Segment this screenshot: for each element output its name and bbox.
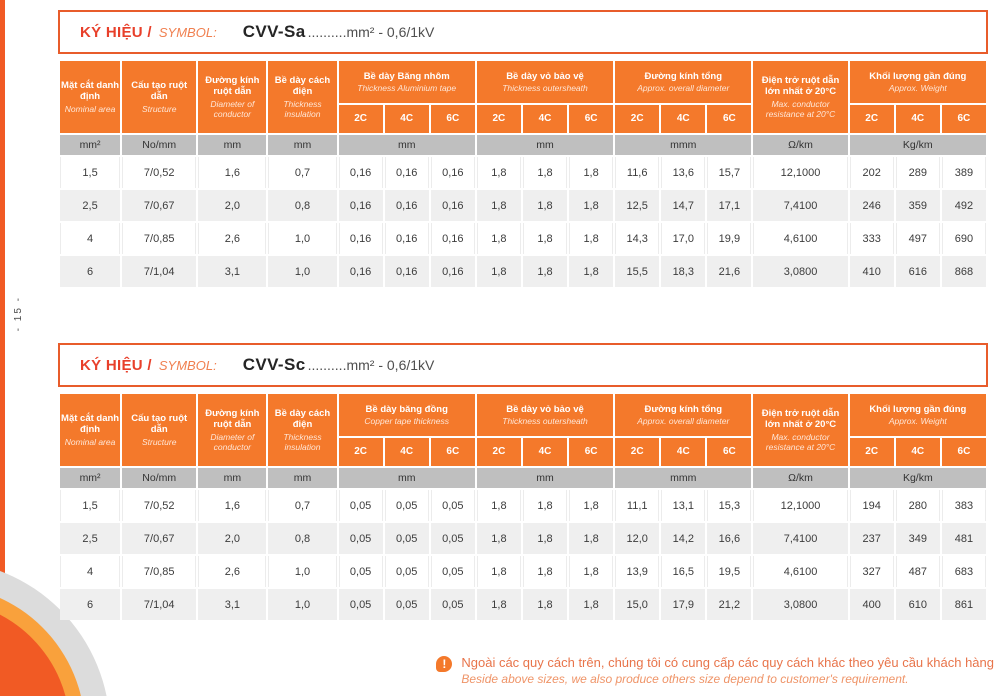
table-cell: 383 (942, 490, 986, 521)
core-header-2c: 2C (615, 438, 659, 466)
core-header-2c: 2C (339, 438, 383, 466)
table-cell: 21,6 (707, 256, 751, 287)
col-header-overall: Đường kính tổng Approx. overall diameter (615, 394, 751, 436)
table-cell: 1,0 (268, 223, 336, 254)
table-cell: 0,05 (385, 490, 429, 521)
table-cell: 1,8 (523, 523, 567, 554)
unit-tape: mm (339, 468, 475, 488)
symbol-header-cvv-sa (58, 10, 988, 54)
table-cell: 1,8 (523, 190, 567, 221)
table-cell: 1,8 (523, 157, 567, 188)
col-header-tape: Bề dày Băng nhôm Thickness Aluminium tape (339, 61, 475, 103)
table-cell: 13,9 (615, 556, 659, 587)
table-cell: 1,8 (523, 223, 567, 254)
table-cell: 7/1,04 (122, 256, 196, 287)
table-cell: 7/0,67 (122, 190, 196, 221)
page-content (58, 10, 988, 676)
table-cell: 0,05 (339, 589, 383, 620)
table-cell: 18,3 (661, 256, 705, 287)
table-cell: 15,5 (615, 256, 659, 287)
table-row (60, 256, 986, 287)
table-cell: 4 (60, 223, 120, 254)
table-cell: 3,0800 (753, 256, 847, 287)
unit-diameter: mm (198, 135, 266, 155)
table-cell: 4,6100 (753, 223, 847, 254)
table-cell: 861 (942, 589, 986, 620)
table-cell: 0,8 (268, 523, 336, 554)
table-cell: 359 (896, 190, 940, 221)
table-cell: 400 (850, 589, 894, 620)
table-cell: 1,8 (477, 190, 521, 221)
table-cell: 1,8 (477, 256, 521, 287)
table-cell: 1,8 (569, 556, 613, 587)
table-row (60, 556, 986, 587)
table-cell: 0,16 (339, 256, 383, 287)
page-number: - 15 - (13, 296, 24, 332)
table-cell: 0,16 (431, 190, 475, 221)
table-cell: 1,8 (569, 223, 613, 254)
unit-insulation: mm (268, 468, 336, 488)
table-cell: 15,3 (707, 490, 751, 521)
table-cell: 4,6100 (753, 556, 847, 587)
table-body (60, 490, 986, 620)
unit-insulation: mm (268, 135, 336, 155)
table-cell: 6 (60, 589, 120, 620)
core-header-4c: 4C (385, 105, 429, 133)
col-header-area: Mặt cắt danh định Nominal area (60, 61, 120, 133)
unit-area: mm² (60, 468, 120, 488)
unit-overall: mmm (615, 135, 751, 155)
unit-resistance: Ω/km (753, 135, 847, 155)
table-cell: 1,8 (477, 589, 521, 620)
col-header-insulation: Bề dày cách điện Thickness insulation (268, 394, 336, 466)
table-cell: 1,0 (268, 589, 336, 620)
cable-spec: ..........mm² - 0,6/1kV (307, 24, 435, 40)
table-cell: 0,05 (339, 523, 383, 554)
table-cell: 1,8 (477, 523, 521, 554)
symbol-header-cvv-sc (58, 343, 988, 387)
core-header-6c: 6C (707, 105, 751, 133)
table-cell: 16,6 (707, 523, 751, 554)
core-header-6c: 6C (569, 105, 613, 133)
table-cell: 7/0,85 (122, 223, 196, 254)
table-cell: 2,5 (60, 190, 120, 221)
symbol-label-vi: KÝ HIỆU / (80, 23, 152, 41)
table-cell: 2,0 (198, 190, 266, 221)
table-cell: 0,16 (339, 157, 383, 188)
table-cell: 15,7 (707, 157, 751, 188)
table-cell: 7/0,85 (122, 556, 196, 587)
symbol-label-en: SYMBOL: (158, 24, 217, 40)
table-cell: 0,16 (339, 190, 383, 221)
table-cell: 7,4100 (753, 523, 847, 554)
table-cell: 481 (942, 523, 986, 554)
unit-resistance: Ω/km (753, 468, 847, 488)
core-header-6c: 6C (431, 105, 475, 133)
table-cell: 0,05 (339, 556, 383, 587)
cable-spec: ..........mm² - 0,6/1kV (307, 357, 435, 373)
col-header-weight: Khối lượng gần đúng Approx. Weight (850, 61, 986, 103)
table-cell: 7/0,67 (122, 523, 196, 554)
core-header-6c: 6C (569, 438, 613, 466)
col-header-resistance: Điện trở ruột dẫn lớn nhất ở 20°C Max. conductor resistance at 20°C (753, 61, 847, 133)
table-cell: 0,16 (431, 223, 475, 254)
table-cell: 13,6 (661, 157, 705, 188)
unit-sheath: mm (477, 135, 613, 155)
table-cell: 237 (850, 523, 894, 554)
unit-diameter: mm (198, 468, 266, 488)
table-cell: 17,9 (661, 589, 705, 620)
table-cell: 0,05 (385, 589, 429, 620)
col-header-weight: Khối lượng gần đúng Approx. Weight (850, 394, 986, 436)
table-cell: 1,5 (60, 490, 120, 521)
table-row (60, 223, 986, 254)
core-header-4c: 4C (896, 105, 940, 133)
table-cell: 14,3 (615, 223, 659, 254)
table-cell: 12,1000 (753, 157, 847, 188)
table-cell: 1,8 (477, 490, 521, 521)
table-cell: 1,0 (268, 556, 336, 587)
table-cell: 0,16 (385, 157, 429, 188)
table-row (60, 523, 986, 554)
core-header-4c: 4C (385, 438, 429, 466)
table-cell: 0,05 (385, 523, 429, 554)
table-cell: 17,0 (661, 223, 705, 254)
table-cell: 1,8 (523, 556, 567, 587)
table-cell: 19,9 (707, 223, 751, 254)
table-cell: 1,6 (198, 490, 266, 521)
table-cell: 1,8 (569, 256, 613, 287)
table-cell: 0,16 (431, 256, 475, 287)
table-cell: 1,6 (198, 157, 266, 188)
table-cell: 14,2 (661, 523, 705, 554)
core-header-2c: 2C (615, 105, 659, 133)
core-header-2c: 2C (477, 438, 521, 466)
table-cell: 1,5 (60, 157, 120, 188)
core-header-4c: 4C (523, 438, 567, 466)
core-header-6c: 6C (707, 438, 751, 466)
table-cell: 690 (942, 223, 986, 254)
col-header-insulation: Bề dày cách điện Thickness insulation (268, 61, 336, 133)
table-cell: 19,5 (707, 556, 751, 587)
table-cell: 683 (942, 556, 986, 587)
table-cell: 11,6 (615, 157, 659, 188)
table-cell: 327 (850, 556, 894, 587)
symbol-label-vi: KÝ HIỆU / (80, 356, 152, 374)
col-header-sheath: Bề dày vỏ bảo vệ Thickness outersheath (477, 394, 613, 436)
core-header-2c: 2C (850, 105, 894, 133)
table-cell: 4 (60, 556, 120, 587)
table-cell: 868 (942, 256, 986, 287)
unit-row (60, 468, 986, 488)
table-cell: 0,7 (268, 157, 336, 188)
table-cell: 1,8 (569, 589, 613, 620)
core-header-6c: 6C (942, 438, 986, 466)
table-row (60, 490, 986, 521)
table-cell: 1,8 (477, 556, 521, 587)
unit-row (60, 135, 986, 155)
exclamation-icon: ! (436, 656, 452, 672)
core-header-4c: 4C (661, 438, 705, 466)
table-cell: 0,05 (339, 490, 383, 521)
table-row (60, 589, 986, 620)
table-cell: 2,6 (198, 223, 266, 254)
table-cell: 12,0 (615, 523, 659, 554)
col-header-diameter: Đường kính ruột dẫn Diameter of conductor (198, 61, 266, 133)
table-cell: 194 (850, 490, 894, 521)
table-cell: 280 (896, 490, 940, 521)
symbol-label-en: SYMBOL: (158, 357, 217, 373)
table-cell: 6 (60, 256, 120, 287)
table-cell: 389 (942, 157, 986, 188)
table-cell: 17,1 (707, 190, 751, 221)
col-header-resistance: Điện trở ruột dẫn lớn nhất ở 20°C Max. conductor resistance at 20°C (753, 394, 847, 466)
table-cell: 289 (896, 157, 940, 188)
table-cell: 0,05 (431, 589, 475, 620)
table-cell: 11,1 (615, 490, 659, 521)
table-cell: 333 (850, 223, 894, 254)
table-cell: 0,16 (385, 256, 429, 287)
table-cell: 1,0 (268, 256, 336, 287)
core-header-6c: 6C (431, 438, 475, 466)
table-cell: 15,0 (615, 589, 659, 620)
table-cell: 2,0 (198, 523, 266, 554)
table-cell: 7,4100 (753, 190, 847, 221)
table-cell: 0,05 (431, 556, 475, 587)
section-cvv-sc (58, 343, 988, 622)
table-cell: 0,05 (385, 556, 429, 587)
table-cell: 7/0,52 (122, 490, 196, 521)
table-row (60, 157, 986, 188)
table-cell: 2,5 (60, 523, 120, 554)
col-header-tape: Bề dày băng đồng Copper tape thickness (339, 394, 475, 436)
unit-overall: mmm (615, 468, 751, 488)
table-cell: 1,8 (569, 190, 613, 221)
table-cell: 349 (896, 523, 940, 554)
core-header-4c: 4C (523, 105, 567, 133)
table-cell: 1,8 (569, 490, 613, 521)
table-cell: 1,8 (477, 157, 521, 188)
table-body (60, 157, 986, 287)
table-cell: 487 (896, 556, 940, 587)
footer-note-en: Beside above sizes, we also produce others size depend to customer's requirement. (461, 672, 909, 686)
table-cell: 0,16 (431, 157, 475, 188)
core-header-2c: 2C (477, 105, 521, 133)
core-header-4c: 4C (896, 438, 940, 466)
col-header-sheath: Bề dày vỏ bảo vệ Thickness outersheath (477, 61, 613, 103)
table-cell: 0,16 (385, 190, 429, 221)
table-cell: 1,8 (523, 490, 567, 521)
table-cell: 246 (850, 190, 894, 221)
table-cell: 610 (896, 589, 940, 620)
table-cell: 1,8 (523, 589, 567, 620)
table-cell: 0,7 (268, 490, 336, 521)
core-header-2c: 2C (339, 105, 383, 133)
unit-structure: No/mm (122, 468, 196, 488)
table-cell: 14,7 (661, 190, 705, 221)
unit-structure: No/mm (122, 135, 196, 155)
core-header-6c: 6C (942, 105, 986, 133)
table-cell: 3,1 (198, 589, 266, 620)
table-header (60, 394, 986, 488)
table-cell: 492 (942, 190, 986, 221)
unit-tape: mm (339, 135, 475, 155)
col-header-structure: Cấu tạo ruột dẫn Structure (122, 61, 196, 133)
section-cvv-sa (58, 10, 988, 289)
table-row (60, 190, 986, 221)
spec-table-cvv-sa (58, 59, 988, 289)
unit-weight: Kg/km (850, 468, 986, 488)
table-cell: 0,05 (431, 523, 475, 554)
table-cell: 497 (896, 223, 940, 254)
table-cell: 2,6 (198, 556, 266, 587)
table-cell: 12,1000 (753, 490, 847, 521)
table-cell: 616 (896, 256, 940, 287)
table-cell: 12,5 (615, 190, 659, 221)
unit-sheath: mm (477, 468, 613, 488)
footer-note-vi: Ngoài các quy cách trên, chúng tôi có cung cấp các quy cách khác theo yêu cầu khách hàng (461, 655, 994, 670)
table-header (60, 61, 986, 155)
table-cell: 7/1,04 (122, 589, 196, 620)
unit-weight: Kg/km (850, 135, 986, 155)
col-header-diameter: Đường kính ruột dẫn Diameter of conductor (198, 394, 266, 466)
table-cell: 16,5 (661, 556, 705, 587)
core-header-2c: 2C (850, 438, 894, 466)
table-cell: 1,8 (569, 157, 613, 188)
footer-note (436, 655, 994, 686)
table-cell: 0,8 (268, 190, 336, 221)
table-cell: 7/0,52 (122, 157, 196, 188)
table-cell: 1,8 (569, 523, 613, 554)
table-cell: 13,1 (661, 490, 705, 521)
col-header-structure: Cấu tạo ruột dẫn Structure (122, 394, 196, 466)
table-cell: 410 (850, 256, 894, 287)
core-header-4c: 4C (661, 105, 705, 133)
table-cell: 3,1 (198, 256, 266, 287)
col-header-area: Mặt cắt danh định Nominal area (60, 394, 120, 466)
table-cell: 0,16 (339, 223, 383, 254)
unit-area: mm² (60, 135, 120, 155)
table-cell: 202 (850, 157, 894, 188)
table-cell: 3,0800 (753, 589, 847, 620)
footer-note-text (461, 655, 994, 686)
table-cell: 1,8 (477, 223, 521, 254)
cable-code: CVV-Sa (242, 22, 306, 41)
table-cell: 0,05 (431, 490, 475, 521)
table-cell: 0,16 (385, 223, 429, 254)
table-cell: 21,2 (707, 589, 751, 620)
spec-table-cvv-sc (58, 392, 988, 622)
cable-code: CVV-Sc (242, 355, 306, 374)
table-cell: 1,8 (523, 256, 567, 287)
col-header-overall: Đường kính tổng Approx. overall diameter (615, 61, 751, 103)
